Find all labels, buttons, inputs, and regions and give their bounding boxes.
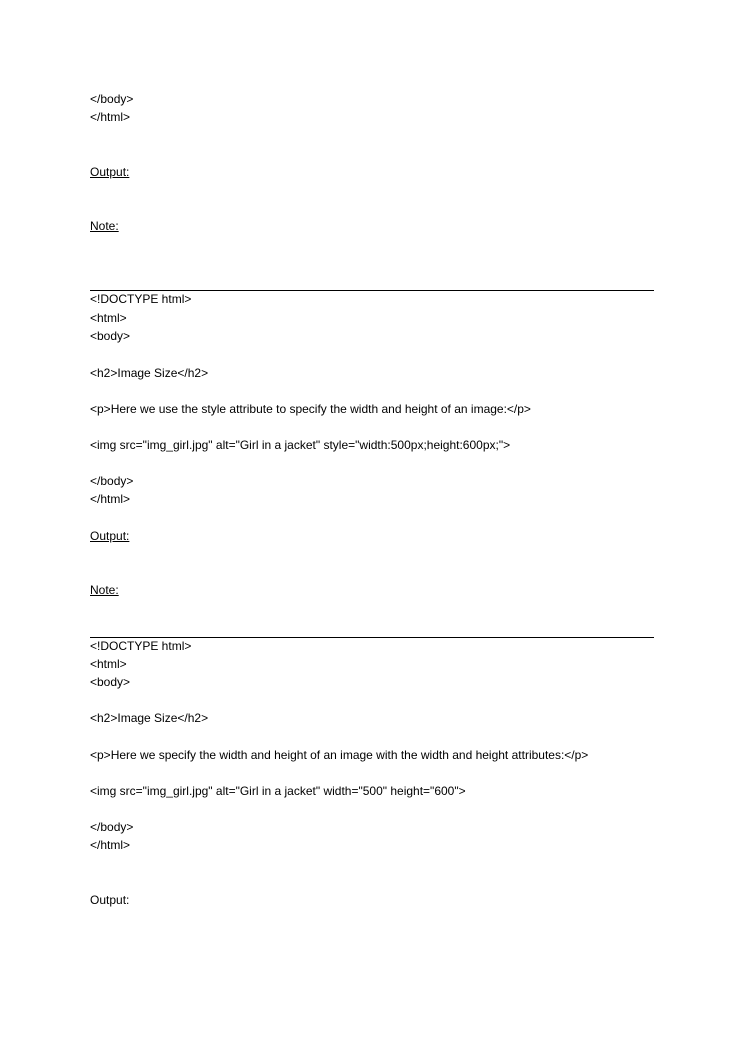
code-line: <p>Here we specify the width and height of an image with the width and height attributes:</p>	[90, 748, 589, 762]
code-line: <img src="img_girl.jpg" alt="Girl in a jacket" style="width:500px;height:600px;">	[90, 438, 511, 452]
code-line: </html>	[90, 110, 131, 124]
output-label: Output:	[90, 165, 130, 179]
code-line: <html>	[90, 311, 127, 325]
code-line: </body>	[90, 820, 134, 834]
output-label: Output:	[90, 893, 130, 907]
code-line: </body>	[90, 92, 134, 106]
code-line: <img src="img_girl.jpg" alt="Girl in a jacket" width="500" height="600">	[90, 784, 466, 798]
code-line: <h2>Image Size</h2>	[90, 366, 209, 380]
output-label: Output:	[90, 529, 130, 543]
note-label: Note:	[90, 583, 119, 597]
code-line: <!DOCTYPE html>	[90, 292, 192, 306]
code-line: <p>Here we use the style attribute to specify the width and height of an image:</p>	[90, 402, 531, 416]
code-line: </body>	[90, 474, 134, 488]
code-line: <html>	[90, 657, 127, 671]
code-line: <h2>Image Size</h2>	[90, 711, 209, 725]
section-divider	[90, 290, 654, 291]
section-divider	[90, 637, 654, 638]
code-line: <!DOCTYPE html>	[90, 639, 192, 653]
note-label: Note:	[90, 219, 119, 233]
code-line: <body>	[90, 329, 131, 343]
code-line: <body>	[90, 675, 131, 689]
code-line: </html>	[90, 838, 131, 852]
code-line: </html>	[90, 492, 131, 506]
